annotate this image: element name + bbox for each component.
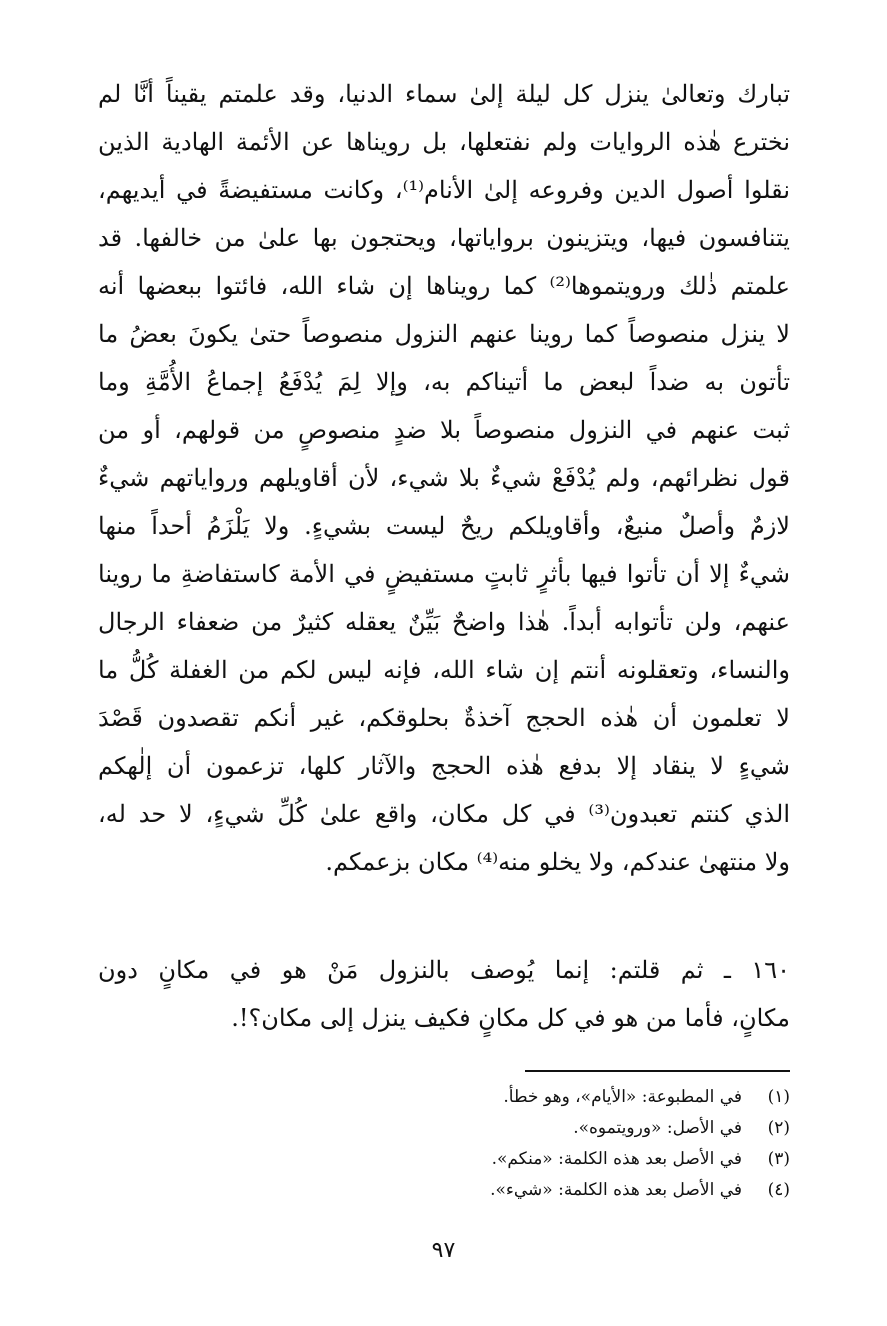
text-line: يتنافسون فيها، ويتزينون برواياتها، ويحتجون بها علىٰ من خالفها. قد [98,224,790,252]
text-line: الذي كنتم تعبدون⁽³⁾ في كل مكان، واقع علىٰ كُلِّ شيءٍ، لا حد له، [98,800,790,828]
text-line: شيءٌ إلا أن تأتوا فيها بأثرٍ ثابتٍ مستفيضٍ في الأمة كاستفاضةِ ما روينا [98,560,790,588]
text-line: لا ينزل منصوصاً كما روينا عنهم النزول منصوصاً حتىٰ يكونَ بعضُ ما [98,320,790,348]
footnote-number: (٤) [767,1180,790,1200]
footnote-item [98,1175,790,1206]
footnote-item [98,1082,790,1113]
text-line: شيءٍ لا ينقاد إلا بدفع هٰذه الحجج والآثار كلها، تزعمون أن إلٰهكم [98,752,790,780]
text-line: مكانٍ، فأما من هو في كل مكانٍ فكيف ينزل إلى مكان؟!. [231,1004,790,1032]
text-line: والنساء، وتعقلونه أنتم إن شاء الله، فإنه ليس لكم من الغفلة كُلُّ ما [98,656,790,684]
text-line: لازمٌ وأصلٌ منيعٌ، وأقاويلكم ريحٌ ليست بشيءٍ. ولا يَلْزَمُ أحداً منها [98,512,790,540]
text-line: تبارك وتعالىٰ ينزل كل ليلة إلىٰ سماء الدنيا، وقد علمتم يقيناً أنَّا لم [98,80,790,108]
text-line: ولا منتهىٰ عندكم، ولا يخلو منه⁽⁴⁾ مكان بزعمكم. [325,848,790,876]
text-line: قول نظرائهم، ولم يُدْفَعْ شيءٌ بلا شيء، لأن أقاويلهم ورواياتهم شيءٌ [98,464,790,492]
text-line: عنهم، ولن تأتوابه أبداً. هٰذا واضحٌ بَيِّنٌ يعقله كثيرٌ من ضعفاء الرجال [98,608,790,636]
footnote-item [98,1113,790,1144]
footnotes-list [98,1082,790,1206]
text-line: نخترع هٰذه الروايات ولم نفتعلها، بل رويناها عن الأئمة الهادية الذين [98,128,790,156]
text-line: لا تعلمون أن هٰذه الحجج آخذةٌ بحلوقكم، غير أنكم تقصدون قَصْدَ [98,704,790,732]
text-line: ثبت عنهم في النزول منصوصاً بلا ضدٍ منصوصٍ من قولهم، أو من [98,416,790,444]
text-line: نقلوا أصول الدين وفروعه إلىٰ الأنام⁽¹⁾، وكانت مستفيضةً في أيديهم، [98,176,790,204]
footnote-text: في الأصل: «ورويتموه». [573,1118,742,1138]
footnote-text: في المطبوعة: «الأيام»، وهو خطأ. [503,1087,742,1107]
main-paragraph [98,70,790,886]
text-line: علمتم ذٰلك ورويتموها⁽²⁾ كما رويناها إن شاء الله، فائتوا ببعضها أنه [98,272,790,300]
footnote-text: في الأصل بعد هذه الكلمة: «شيء». [490,1180,742,1200]
footnote-divider [525,1070,790,1072]
footnote-text: في الأصل بعد هذه الكلمة: «منكم». [491,1149,742,1169]
footnote-number: (٣) [767,1149,790,1169]
section-160-paragraph [98,946,790,1042]
page-number: ٩٧ [431,1238,456,1263]
footnote-number: (١) [767,1087,790,1107]
footnote-number: (٢) [767,1118,790,1138]
text-line: تأتون به ضداً لبعض ما أتيناكم به، وإلا لِمَ يُدْفَعُ إجماعُ الأُمَّةِ وما [98,368,790,396]
text-line: ١٦٠ ـ ثم قلتم: إنما يُوصف بالنزول مَنْ هو في مكانٍ دون [98,956,790,984]
footnote-item [98,1144,790,1175]
